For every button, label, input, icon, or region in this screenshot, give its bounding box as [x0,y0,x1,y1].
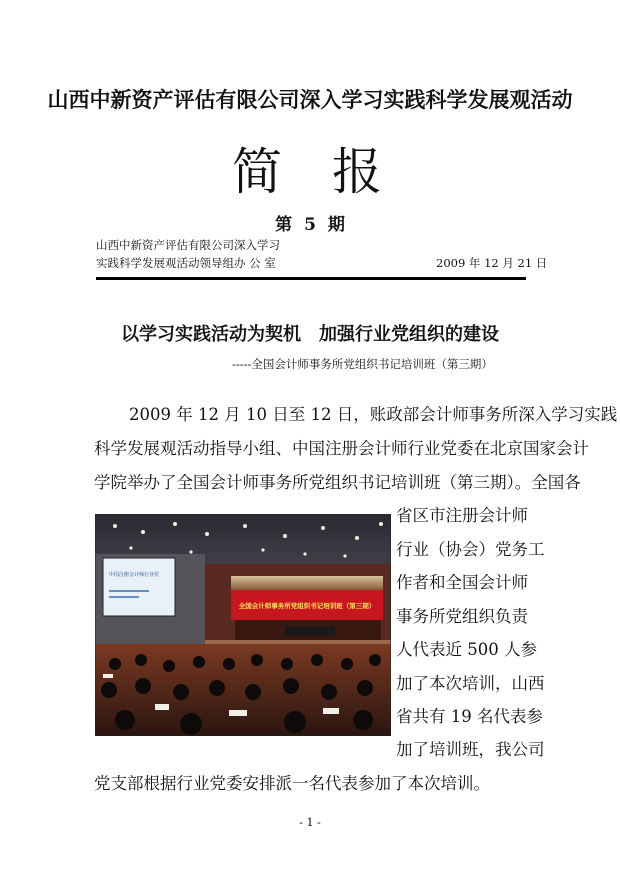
org-title: 山西中新资产评估有限公司深入学习实践科学发展观活动 [47,87,573,112]
screen-text: 中国注册会计师行业党 [109,572,160,578]
issue-suffix: 期 [327,215,345,235]
issue-number: 5 [304,215,316,235]
training-hall-photo [95,514,391,736]
body-line-3: 学院举办了全国会计师事务所党组织书记培训班（第三期）。全国各 [94,473,581,492]
page-number: - 1 - [299,816,321,829]
issue-date: 2009 年 12 月 21 日 [436,256,548,270]
body-line-last: 党支部根据行业党委安排派一名代表参加了本次培训。 [94,774,490,793]
header-divider [96,277,526,280]
bulletin-title-char-1: 简 [232,143,282,201]
bulletin-title-char-2: 报 [332,143,382,201]
article-headline: 以学习实践活动为契机 加强行业党组织的建设 [121,324,499,345]
body-wrap-line-3: 作者和全国会计师 [396,573,528,592]
body-wrap-line-2: 行业（协会）党务工 [396,540,545,559]
stage-banner-text: 全国会计师事务所党组织书记培训班（第三期） [238,602,376,610]
body-wrap-line-6: 加了本次培训，山西 [396,674,545,693]
article-subheadline: -----全国会计师事务所党组织书记培训班（第三期） [232,357,493,371]
body-wrap-line-8: 加了培训班，我公司 [396,740,545,759]
issuer-line-1: 山西中新资产评估有限公司深入学习 [96,238,280,252]
body-wrap-line-7: 省共有 19 名代表参 [396,707,543,726]
body-line-1: 2009 年 12 月 10 日至 12 日，账政部会计师事务所深入学习实践 [129,405,618,424]
body-line-2: 科学发展观活动指导小组、中国注册会计师行业党委在北京国家会计 [94,439,589,458]
issue-prefix: 第 [275,215,293,235]
body-wrap-line-4: 事务所党组织负责 [396,607,528,626]
body-wrap-line-1: 省区市注册会计师 [396,506,528,525]
issuer-line-2: 实践科学发展观活动领导组办 公 室 [96,256,276,270]
issue-number-line [0,210,620,235]
body-wrap-line-5: 人代表近 500 人参 [396,640,537,659]
